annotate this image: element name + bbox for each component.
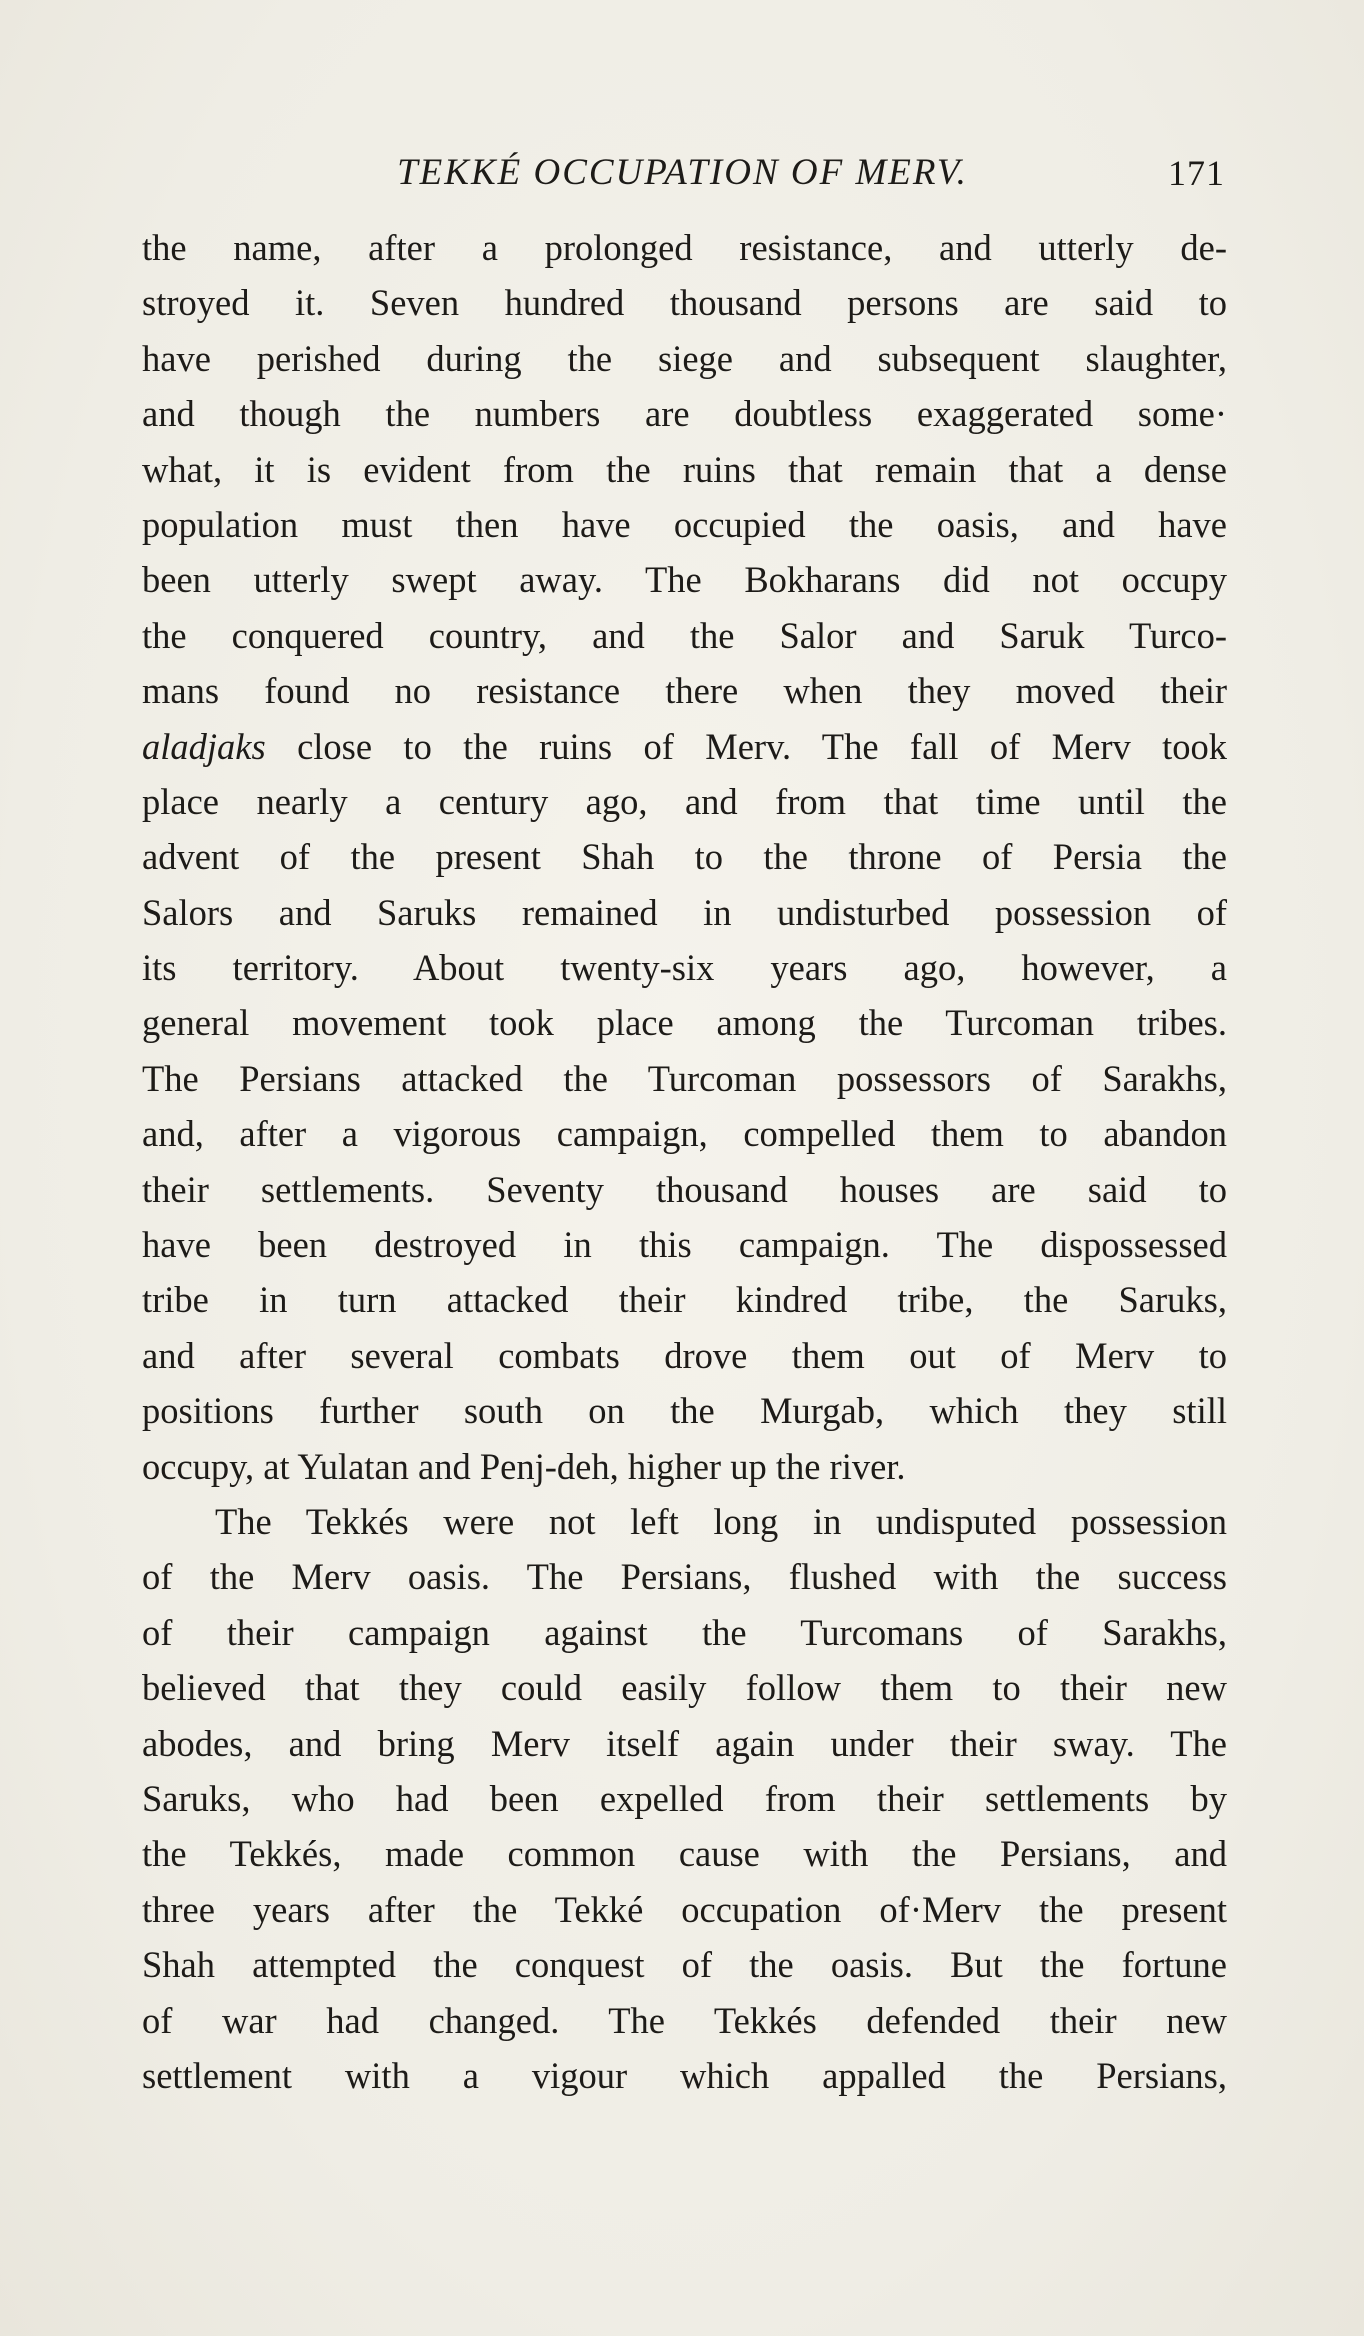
text-line: what, it is evident from the ruins that remain that a dense bbox=[142, 448, 1227, 490]
text-line: population must then have occupied the oasis, and have bbox=[142, 503, 1227, 545]
text-line: of war had changed. The Tekkés defended their new bbox=[142, 1999, 1227, 2041]
text-line: advent of the present Shah to the throne of Persia the bbox=[142, 836, 1227, 878]
page-number: 171 bbox=[1168, 153, 1225, 193]
text-line: settlement with a vigour which appalled the Persians, bbox=[142, 2054, 1227, 2096]
italic-word: aladjaks bbox=[142, 725, 266, 767]
text-line: its territory. About twenty-six years ago, however, a bbox=[142, 947, 1227, 989]
text-line: stroyed it. Seven hundred thousand persons are said to bbox=[142, 282, 1227, 324]
text-line: and though the numbers are doubtless exaggerated some· bbox=[142, 393, 1227, 435]
text-line: have been destroyed in this campaign. The dispossessed bbox=[142, 1224, 1227, 1266]
text-line-with-italic bbox=[142, 719, 1227, 774]
text-line: Saruks, who had been expelled from their settlements by bbox=[142, 1777, 1227, 1819]
text-line: of their campaign against the Turcomans of Sarakhs, bbox=[142, 1611, 1227, 1653]
text-line: have perished during the siege and subsequent slaughter, bbox=[142, 337, 1227, 379]
text-line: Salors and Saruks remained in undisturbed possession of bbox=[142, 891, 1227, 933]
text-line: and after several combats drove them out of Merv to bbox=[142, 1334, 1227, 1376]
text-line: the Tekkés, made common cause with the Persians, and bbox=[142, 1833, 1227, 1875]
text-line-rest: close to the ruins of Merv. The fall of Merv took bbox=[297, 725, 1227, 767]
text-line: been utterly swept away. The Bokharans did not occupy bbox=[142, 559, 1227, 601]
text-line: general movement took place among the Turcoman tribes. bbox=[142, 1002, 1227, 1044]
body-text bbox=[142, 220, 1227, 2103]
text-line: mans found no resistance there when they moved their bbox=[142, 670, 1227, 712]
text-line: The Persians attacked the Turcoman possessors of Sarakhs, bbox=[142, 1057, 1227, 1099]
text-line: three years after the Tekké occupation of·Merv the present bbox=[142, 1888, 1227, 1930]
text-line: The Tekkés were not left long in undisputed possession bbox=[215, 1500, 1227, 1542]
text-line: the name, after a prolonged resistance, and utterly de- bbox=[142, 227, 1227, 268]
text-line: positions further south on the Murgab, which they still bbox=[142, 1390, 1227, 1432]
text-line: tribe in turn attacked their kindred tribe, the Saruks, bbox=[142, 1279, 1227, 1321]
running-head bbox=[140, 148, 1225, 198]
running-title: TEKKÉ OCCUPATION OF MERV. bbox=[397, 152, 968, 193]
text-line: and, after a vigorous campaign, compelled them to abandon bbox=[142, 1113, 1227, 1155]
text-line: believed that they could easily follow them to their new bbox=[142, 1667, 1227, 1709]
text-line: occupy, at Yulatan and Penj-deh, higher up the river. bbox=[142, 1445, 906, 1487]
text-line: of the Merv oasis. The Persians, flushed with the success bbox=[142, 1556, 1227, 1598]
text-line: the conquered country, and the Salor and Saruk Turco- bbox=[142, 614, 1227, 656]
text-line: abodes, and bring Merv itself again under their sway. The bbox=[142, 1722, 1227, 1764]
text-line: Shah attempted the conquest of the oasis. But the fortune bbox=[142, 1944, 1227, 1986]
text-line: their settlements. Seventy thousand houses are said to bbox=[142, 1168, 1227, 1210]
text-line: place nearly a century ago, and from that time until the bbox=[142, 780, 1227, 822]
